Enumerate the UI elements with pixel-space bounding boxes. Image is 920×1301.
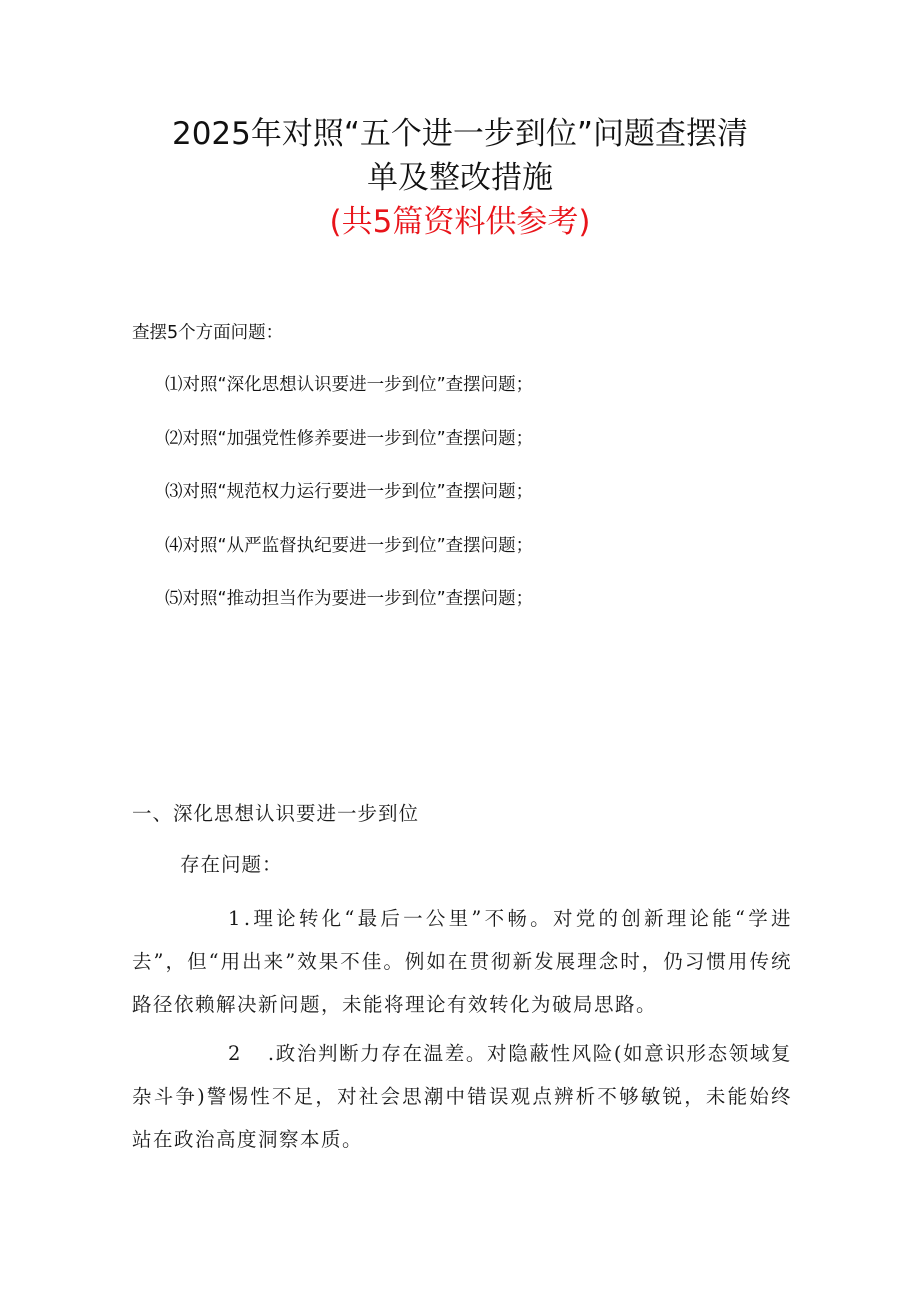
problem-item-2-text: .政治判断力存在温差。对隐蔽性风险(如意识形态领域复杂斗争)警惕性不足，对社会思潮中错误观点辨析不够敏锐，未能始终站在政治高度洞察本质。 (132, 1042, 792, 1151)
section-1-heading: 一、深化思想认识要进一步到位 (132, 802, 420, 825)
toc-item-2: ⑵对照“加强党性修养要进一步到位”查摆问题； (165, 428, 534, 449)
toc-item-5: ⑸对照“推动担当作为要进一步到位”查摆问题； (165, 589, 534, 609)
toc-list (165, 370, 533, 638)
toc-item-1: ⑴对照“深化思想认识要进一步到位”查摆问题； (165, 375, 534, 395)
problem-item-2-number: 2 (228, 1042, 242, 1065)
title-block (0, 112, 920, 244)
document-title-line-2: 单及整改措施 (367, 160, 553, 196)
section-1-subheading: 存在问题： (180, 853, 283, 876)
toc-item-4: ⑷对照“从严监督执纪要进一步到位”查摆问题； (165, 535, 534, 556)
toc-item-3: ⑶对照“规范权力运行要进一步到位”查摆问题； (165, 482, 534, 502)
toc-heading: 查摆5个方面问题： (132, 323, 284, 343)
document-subtitle: (共5篇资料供参考) (329, 204, 591, 240)
problem-item-1-number: 1 (228, 907, 242, 930)
section-1 (132, 796, 792, 1167)
problem-item-1-text: .理论转化“最后一公里”不畅。对党的创新理论能“学进去”，但“用出来”效果不佳。例如在贯彻新发展理念时，仍习惯用传统路径依赖解决新问题，未能将理论有效转化为破局思路。 (132, 907, 792, 1016)
problem-item-1 (132, 897, 792, 1026)
document-title-line-1: 2025年对照“五个进一步到位”问题查摆清 (171, 116, 748, 152)
problem-item-2 (132, 1032, 792, 1161)
